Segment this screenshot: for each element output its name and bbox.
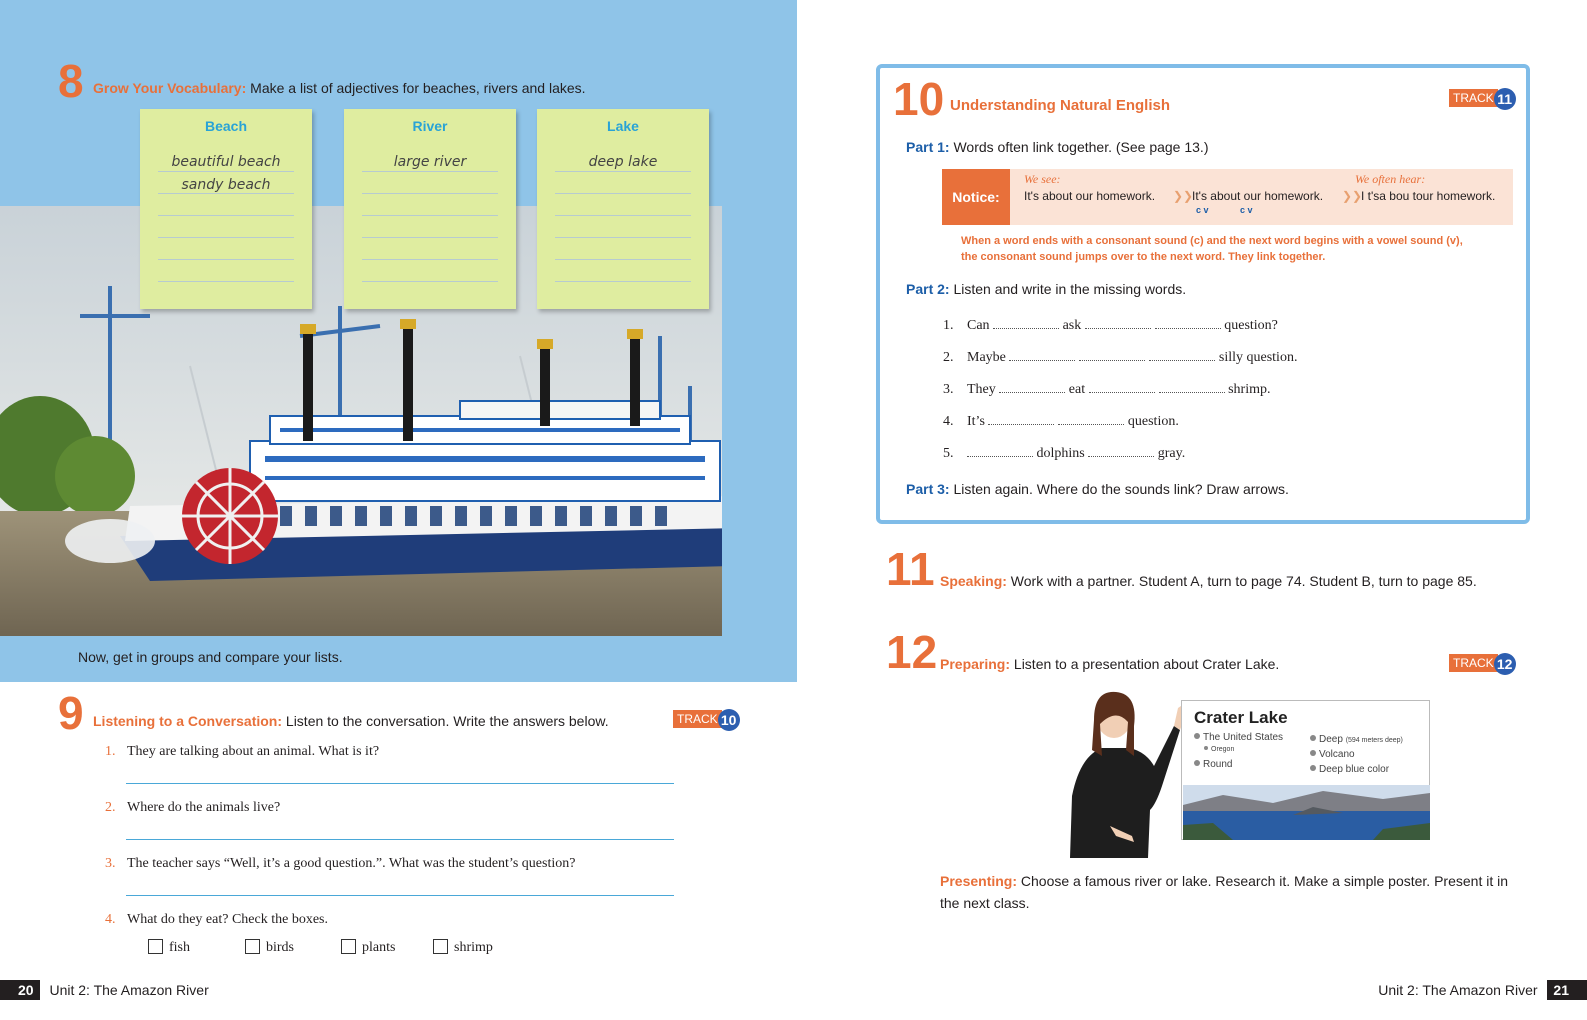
- section-11-number: 11: [886, 543, 935, 595]
- page-number: 20: [0, 980, 40, 1000]
- part-text: Listen again. Where do the sounds link? Draw arrows.: [953, 481, 1289, 497]
- section-9-instruction: Listen to the conversation. Write the answers below.: [285, 713, 609, 729]
- we-hear-label: We often hear:: [1355, 172, 1426, 186]
- section-12-instruction: Listen to a presentation about Crater Lake.: [1013, 656, 1280, 672]
- section-8-instruction: Make a list of adjectives for beaches, rivers and lakes.: [250, 80, 586, 96]
- note-beach: [140, 109, 312, 309]
- question-text: What do they eat? Check the boxes.: [127, 912, 328, 927]
- crater-lake-slide: [1181, 700, 1430, 840]
- slide-bullet: [1194, 759, 1232, 770]
- track-label: TRACK: [1449, 89, 1498, 107]
- blank[interactable]: [1085, 317, 1151, 329]
- note-lake-entry[interactable]: deep lake: [588, 154, 658, 170]
- slide-title: Crater Lake: [1194, 708, 1288, 727]
- note-beach-entry[interactable]: sandy beach: [181, 177, 271, 193]
- note-lake: [537, 109, 709, 309]
- item-number: 4.: [943, 414, 954, 429]
- part-label: Part 1:: [906, 139, 950, 155]
- blank[interactable]: [999, 381, 1065, 393]
- fill-in-item: [943, 445, 1185, 462]
- slide-bullet: [1310, 734, 1403, 745]
- section-11-title: Speaking:: [940, 573, 1007, 589]
- checkbox-birds[interactable]: [245, 939, 294, 956]
- answer-line-2[interactable]: [126, 839, 674, 840]
- section-12-title: Preparing:: [940, 656, 1011, 672]
- given-word: question.: [1127, 414, 1179, 429]
- track-10-button[interactable]: [673, 709, 740, 729]
- given-word: eat: [1068, 382, 1086, 397]
- answer-line-3[interactable]: [126, 895, 674, 896]
- checkbox-plants[interactable]: [341, 939, 395, 956]
- blank[interactable]: [1058, 413, 1124, 425]
- bullet-text: Oregon: [1211, 746, 1235, 753]
- track-11-button[interactable]: [1449, 88, 1516, 108]
- note-beach-heading: Beach: [204, 118, 248, 134]
- track-label: TRACK: [673, 710, 722, 728]
- track-12-button[interactable]: [1449, 653, 1516, 673]
- presenting-instruction: [940, 870, 1520, 914]
- unit-title: Unit 2: The Amazon River: [1378, 982, 1538, 998]
- presenting-title: Presenting:: [940, 873, 1018, 889]
- section-8-heading: [93, 80, 586, 96]
- question-text: Where do the animals live?: [127, 800, 281, 815]
- given-word: They: [967, 382, 996, 397]
- part-text: Listen and write in the missing words.: [953, 281, 1187, 297]
- link-marker-cv: c v: [1196, 205, 1209, 215]
- given-word: Can: [967, 318, 990, 333]
- part-2: [906, 281, 1186, 297]
- question-text: They are talking about an animal. What is it?: [127, 744, 380, 759]
- notice-label: Notice:: [942, 169, 1010, 225]
- section-10-heading: [950, 97, 1170, 114]
- blank[interactable]: [1149, 349, 1215, 361]
- link-marker-cv: c v: [1240, 205, 1253, 215]
- section-9-number: 9: [58, 687, 84, 739]
- note-beach-entry[interactable]: beautiful beach: [171, 154, 281, 170]
- section-11-instruction: Work with a partner. Student A, turn to page 74. Student B, turn to page 85.: [1010, 573, 1477, 589]
- item-number: 3.: [943, 382, 954, 397]
- checkbox-label: fish: [169, 940, 190, 955]
- question-1: [105, 744, 379, 760]
- bullet-text: The United States: [1203, 732, 1284, 743]
- checkbox-label: shrimp: [454, 940, 493, 955]
- notice-box: [942, 169, 1513, 225]
- blank[interactable]: [1009, 349, 1075, 361]
- left-footer: [0, 980, 209, 1000]
- question-text: The teacher says “Well, it’s a good question.”. What was the student’s question?: [127, 856, 576, 871]
- section-11-heading: [940, 573, 1477, 589]
- note-lake-heading: Lake: [607, 118, 639, 134]
- unit-title: Unit 2: The Amazon River: [49, 982, 209, 998]
- question-number: 1.: [105, 744, 116, 759]
- track-number: 10: [718, 709, 740, 731]
- blank[interactable]: [993, 317, 1059, 329]
- chevron-right-icon: ❯❯: [1342, 189, 1363, 203]
- notice-sentence-linked: It's about our homework.: [1192, 189, 1324, 203]
- question-number: 4.: [105, 912, 116, 927]
- blank[interactable]: [1089, 381, 1155, 393]
- blank[interactable]: [1079, 349, 1145, 361]
- notice-sentence-written: It's about our homework.: [1024, 189, 1156, 203]
- track-label: TRACK: [1449, 654, 1498, 672]
- crater-lake-photo: [1183, 785, 1430, 840]
- bullet-text: Round: [1203, 759, 1233, 770]
- question-2: [105, 800, 280, 816]
- right-footer: [1378, 980, 1587, 1000]
- slide-bullet: [1310, 749, 1355, 760]
- question-number: 2.: [105, 800, 116, 815]
- given-word: It’s: [967, 414, 985, 429]
- notice-sentence-heard: I t'sa bou tour homework.: [1361, 189, 1496, 203]
- slide-bullet: [1310, 764, 1389, 775]
- part-text: Words often link together. (See page 13.): [953, 139, 1209, 155]
- checkbox-label: plants: [362, 940, 396, 955]
- fill-in-item: [943, 413, 1179, 430]
- fill-in-item: [943, 349, 1297, 366]
- checkbox-label: birds: [266, 940, 294, 955]
- section-8-title: Grow Your Vocabulary:: [93, 80, 247, 96]
- fill-in-item: [943, 381, 1270, 398]
- section-8-number: 8: [58, 55, 84, 107]
- section-12-number: 12: [886, 626, 938, 678]
- slide-bullet: [1194, 732, 1283, 743]
- given-word: gray.: [1157, 446, 1186, 461]
- part-3: [906, 481, 1289, 497]
- item-number: 2.: [943, 350, 954, 365]
- note-river-entry[interactable]: large river: [393, 154, 467, 170]
- section-12-heading: [940, 656, 1279, 672]
- answer-line-1[interactable]: [126, 783, 674, 784]
- presenting-text: Choose a famous river or lake. Research it. Make a simple poster. Present it in the next class.: [940, 873, 1509, 911]
- track-number: 12: [1494, 653, 1516, 675]
- given-word: Maybe: [967, 350, 1006, 365]
- part-label: Part 3:: [906, 481, 950, 497]
- chevron-right-icon: ❯❯: [1173, 189, 1194, 203]
- bullet-text: Volcano: [1319, 749, 1355, 760]
- given-word: ask: [1062, 318, 1082, 333]
- blank[interactable]: [967, 445, 1033, 457]
- bullet-text: Deep blue color: [1319, 764, 1390, 775]
- part-label: Part 2:: [906, 281, 950, 297]
- question-4: [105, 912, 328, 928]
- track-number: 11: [1494, 88, 1516, 110]
- presenter-illustration: [1050, 686, 1190, 858]
- linking-rule: When a word ends with a consonant sound (c) and the next word begins with a vowel sound (v), the consonant sound jumps over to the next word. They link together.: [961, 235, 1463, 263]
- bullet-text: Deep: [1319, 734, 1343, 745]
- page-number: 21: [1547, 980, 1587, 1000]
- compare-instruction: Now, get in groups and compare your lists.: [78, 649, 343, 665]
- blank[interactable]: [988, 413, 1054, 425]
- section-10-number: 10: [893, 73, 945, 125]
- part-1: [906, 139, 1208, 155]
- blank[interactable]: [1159, 381, 1225, 393]
- we-see-label: We see:: [1024, 172, 1061, 186]
- blank[interactable]: [1155, 317, 1221, 329]
- checkbox-fish[interactable]: [148, 939, 190, 956]
- slide-bullet: [1204, 746, 1234, 753]
- section-9-heading: [93, 713, 609, 729]
- note-river-heading: River: [412, 118, 448, 134]
- given-word: shrimp.: [1228, 382, 1271, 397]
- fill-in-item: [943, 317, 1278, 334]
- question-number: 3.: [105, 856, 116, 871]
- blank[interactable]: [1088, 445, 1154, 457]
- item-number: 1.: [943, 318, 954, 333]
- section-9-title: Listening to a Conversation:: [93, 713, 283, 729]
- checkbox-shrimp[interactable]: [433, 939, 493, 956]
- bullet-text: (594 meters deep): [1345, 737, 1403, 744]
- note-river: [344, 109, 516, 309]
- given-word: dolphins: [1036, 446, 1085, 461]
- item-number: 5.: [943, 446, 954, 461]
- section-10-title: Understanding Natural English: [950, 97, 1171, 114]
- question-3: [105, 856, 575, 872]
- given-word: silly question.: [1218, 350, 1298, 365]
- given-word: question?: [1224, 318, 1278, 333]
